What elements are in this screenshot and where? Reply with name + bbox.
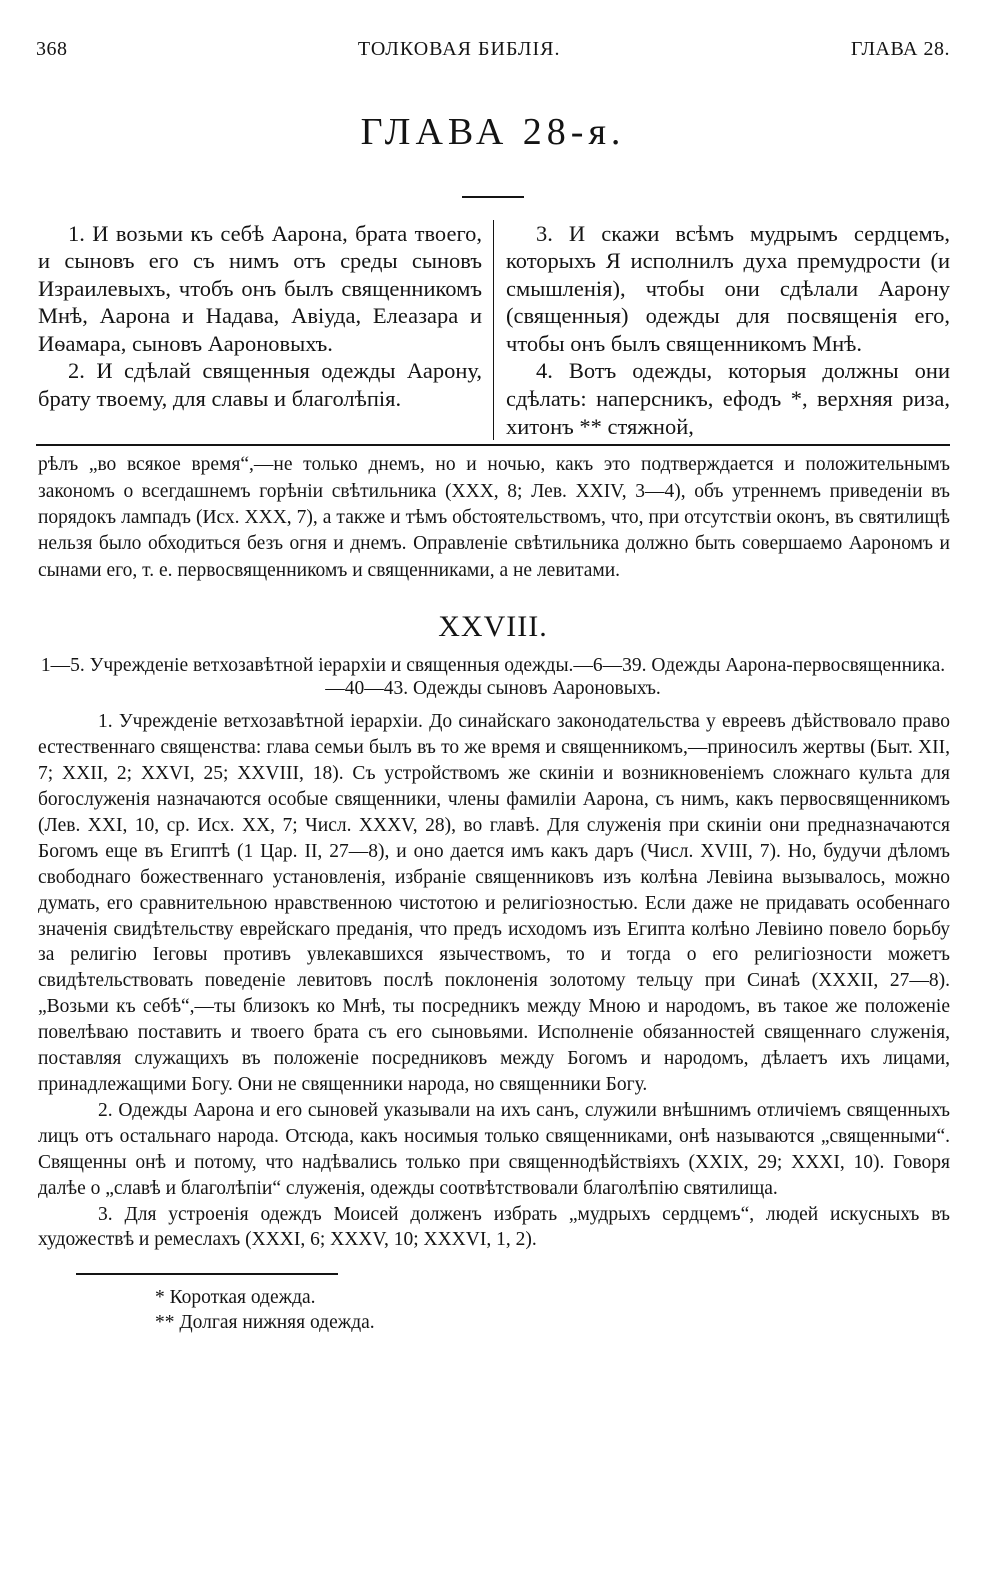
verse-4: 4. Вотъ одежды, которыя должны они сдѣлать: наперсникъ, ефодъ *, верхняя риза, хитонъ ** стяжной,: [506, 358, 950, 439]
chapter-title: ГЛАВА 28-я.: [360, 111, 626, 153]
running-head: [36, 38, 950, 61]
footnotes: [36, 1285, 950, 1335]
verse-columns: [36, 220, 950, 441]
page-number: 368: [36, 38, 68, 60]
title-divider: [462, 196, 524, 198]
footnote-1: * Короткая одежда.: [155, 1286, 316, 1308]
running-chapter: ГЛАВА 28.: [850, 38, 950, 60]
commentary-paragraph-2: 2. Одежды Аарона и его сыновей указывали на ихъ санъ, служили внѣшнимъ отличіемъ священныхъ лицъ отъ остальнаго народа. Отсюда, какъ носимыя только священниками, онѣ называются „священными“. Священны онѣ и потому, что надѣвались только при священнодѣйствіяхъ (XXIX, 29; XXXI, 10). Говоря далѣе о „славѣ и благолѣпіи“ служенія, одежды соотвѣтствовали благолѣпію святилища.: [38, 1099, 950, 1199]
verse-1: 1. И возьми къ себѣ Аарона, брата твоего, и сыновъ его съ нимъ отъ среды сыновъ Израилевыхъ, чтобъ онъ былъ священникомъ Мнѣ, Аарона и Надава, Авіуда, Елеазара и Иѳамара, сыновъ Аароновыхъ.: [38, 220, 482, 356]
commentary-paragraph: рѣлъ „во всякое время“,—не только днемъ, но и ночью, какъ это подтверждается и положительнымъ закономъ о всегдашнемъ горѣніи свѣтильника (XXX, 8; Лев. XXIV, 3—4), объ утреннемъ приведеніи въ порядокъ лампадъ (Исх. XXX, 7), а также и тѣмъ обстоятельствомъ, что, при отсутствіи оконъ, въ святилищѣ нельзя было обходиться безъ огня и днемъ. Оправленіе свѣтильника должно быть совершаемо Аарономъ и сынами его, т. е. первосвященникомъ и священниками, а не левитами.: [38, 454, 950, 581]
verse-3: 3. И скажи всѣмъ мудрымъ сердцемъ, которыхъ Я исполнилъ духа премудрости (и смышленія), чтобы они сдѣлали Аарону (священныя) одежды для посвященія его, чтобы онъ былъ священникомъ Мнѣ.: [506, 220, 950, 356]
verse-2: 2. И сдѣлай священныя одежды Аарону, брату твоему, для славы и благолѣпія.: [38, 358, 482, 412]
footnote-2: ** Долгая нижняя одежда.: [155, 1311, 375, 1333]
section-number: XXVIII.: [438, 610, 548, 644]
commentary-paragraph-3: 3. Для устроенія одеждъ Моисей долженъ избрать „мудрыхъ сердцемъ“, людей искусныхъ въ художествѣ и ремеслахъ (XXXI, 6; XXXV, 10; XXXVI, 1, 2).: [38, 1203, 950, 1251]
commentary-continuation: [36, 452, 950, 584]
book-title: ТОЛКОВАЯ БИБЛІЯ.: [357, 38, 561, 60]
verse-column-right: [494, 220, 950, 441]
verse-columns-divider: [36, 444, 950, 446]
section-summary: 1—5. Учрежденіе ветхозавѣтной іерархіи и священныя одежды.—6—39. Одежды Аарона-первосвященника.—40—43. Одежды сыновъ Аароновыхъ.: [40, 655, 946, 700]
verse-column-left: [38, 220, 494, 441]
footnote-divider: [76, 1273, 338, 1275]
section-commentary: [36, 709, 950, 1253]
commentary-paragraph-1: 1. Учрежденіе ветхозавѣтной іерархіи. До синайскаго законодательства у евреевъ дѣйствовало право естественнаго священства: глава семьи былъ въ то же время и священникомъ,—приносилъ жертвы (Быт. XII, 7; XXII, 2; XXVI, 25; XXVIII, 18). Съ устройствомъ же скиніи и возникновеніемъ сложнаго культа для богослуженія назначаются особые священники, члены фамиліи Аарона, съ нимъ, какъ первосвященникомъ (Лев. XXI, 10, ср. Исх. XX, 7; Числ. XXXV, 28), во главѣ. Для служенія при скиніи они предназначаются Богомъ еще въ Египтѣ (1 Цар. II, 27—8), и оно дается имъ какъ даръ (Числ. XVIII, 7). Но, будучи дѣломъ свободнаго божественнаго установленія, избраніе священниковъ изъ колѣна Левіина вызывалось, можно думать, его сравнительною нравственною чистотою и религіозностью. Если даже не придавать особеннаго значенія свидѣтельству еврейскаго преданія, что предъ исходомъ изъ Египта колѣно Левіино повело борьбу за религію Іеговы противъ увлекавшихся язычествомъ, то и тогда о его религіозности можетъ свидѣтельствовать поведеніе левитовъ послѣ поклоненія золотому тельцу при Синаѣ (XXXII, 27—8). „Возьми къ себѣ“,—ты близокъ ко Мнѣ, ты посредникъ между Мною и народомъ, въ такое же положеніе повелѣваю поставить и твоего брата съ его сыновьями. Исполненіе обязанностей священнаго служенія, поставляя служащихъ въ положеніе посредниковъ между Богомъ и народомъ, дѣлаетъ ихъ лицами, принадлежащими Богу. Они не священники народа, но священники Богу.: [38, 711, 950, 1095]
